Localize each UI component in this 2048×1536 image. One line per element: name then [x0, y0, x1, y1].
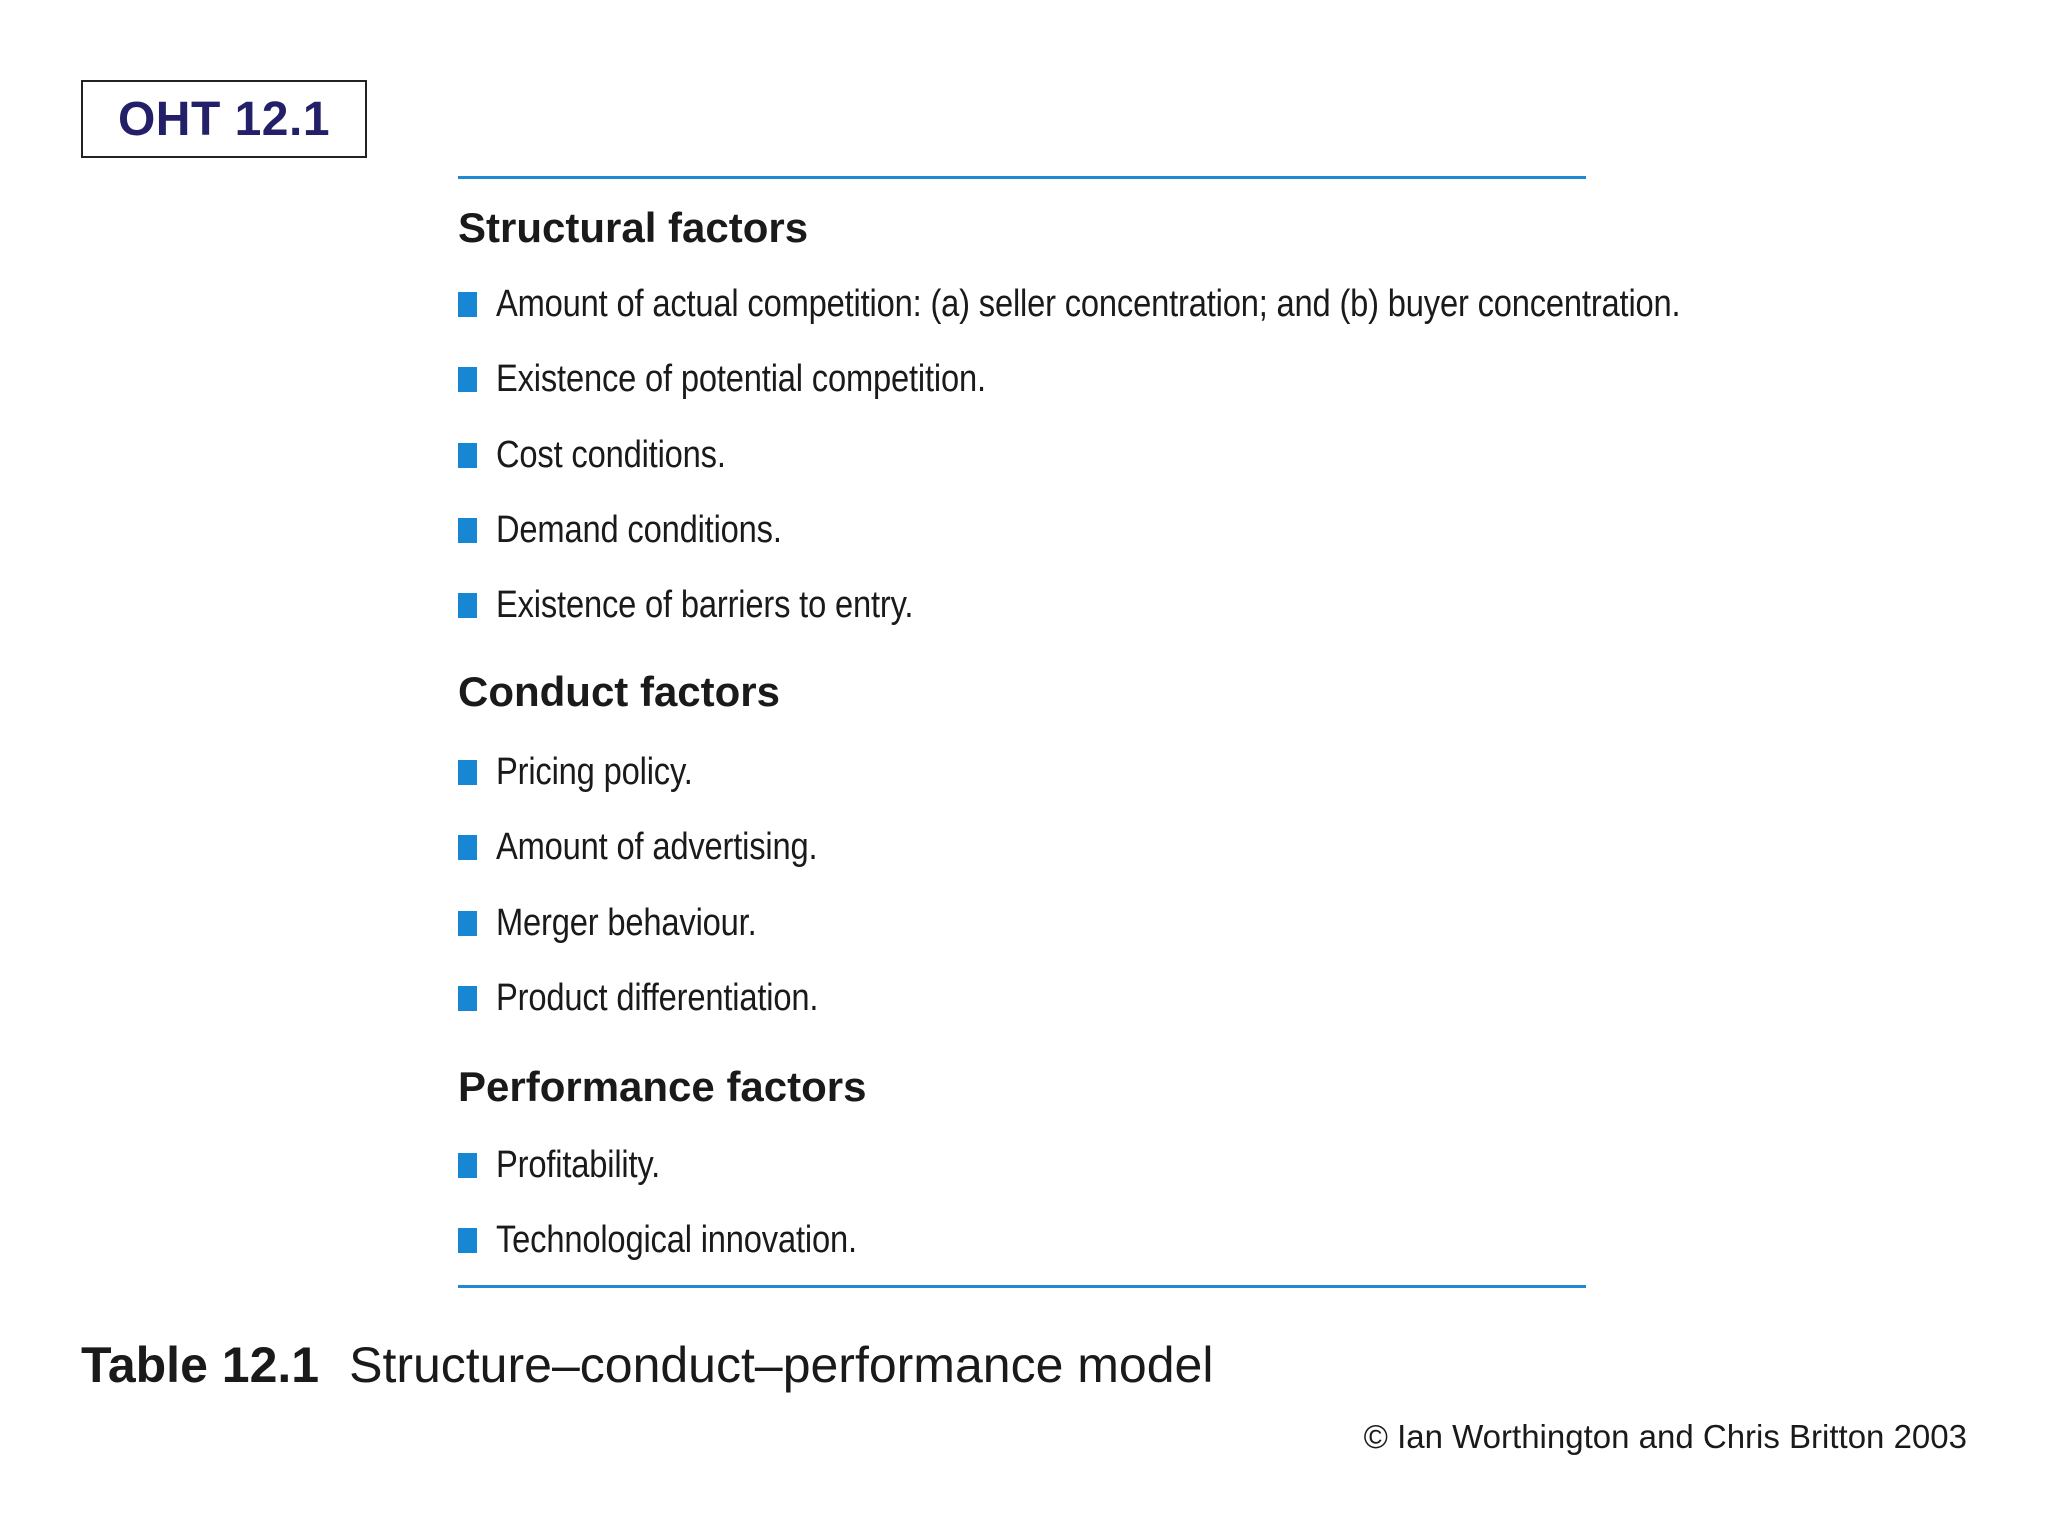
list-item [458, 1203, 916, 1278]
structural-factors-list [458, 267, 1873, 643]
section-heading-structural: Structural factors [458, 204, 809, 251]
list-item-text: Amount of advertising. [496, 826, 818, 869]
bullet-square-icon [458, 292, 477, 317]
oht-badge [81, 80, 367, 158]
list-item [458, 342, 1873, 417]
section-heading-performance: Performance factors [458, 1063, 867, 1110]
list-item-text: Product differentiation. [496, 977, 819, 1020]
conduct-factors-list [458, 735, 871, 1036]
list-item-text: Merger behaviour. [496, 901, 757, 944]
list-item-text: Amount of actual competition: (a) seller concentration; and (b) buyer concentration. [496, 283, 1681, 326]
list-item-text: Cost conditions. [496, 433, 726, 476]
caption-number: Table 12.1 [81, 1337, 320, 1393]
bullet-square-icon [458, 835, 477, 860]
table-top-rule [458, 176, 1586, 179]
section-heading-conduct: Conduct factors [458, 668, 781, 715]
list-item [458, 267, 1873, 342]
performance-factors-list [458, 1128, 916, 1279]
bullet-square-icon [458, 593, 477, 618]
oht-label: OHT 12.1 [117, 92, 331, 146]
bullet-square-icon [458, 443, 477, 468]
list-item [458, 735, 871, 810]
bullet-square-icon [458, 1228, 477, 1253]
list-item-text: Existence of barriers to entry. [496, 584, 914, 627]
bullet-square-icon [458, 518, 477, 543]
bullet-square-icon [458, 760, 477, 785]
list-item [458, 886, 871, 961]
caption-title: Structure–conduct–performance model [349, 1337, 1214, 1393]
list-item-text: Existence of potential competition. [496, 358, 986, 401]
table-bottom-rule [458, 1285, 1586, 1288]
bullet-square-icon [458, 911, 477, 936]
table-caption [81, 1336, 1213, 1394]
factors-table [458, 174, 1681, 1290]
list-item [458, 810, 871, 885]
bullet-square-icon [458, 1153, 477, 1178]
copyright-notice: © Ian Worthington and Chris Britton 2003 [1363, 1418, 1967, 1455]
list-item-text: Pricing policy. [496, 751, 693, 794]
list-item-text: Technological innovation. [496, 1219, 857, 1262]
list-item [458, 568, 1873, 643]
list-item [458, 493, 1873, 568]
list-item [458, 1128, 916, 1203]
list-item-text: Profitability. [496, 1144, 661, 1187]
bullet-square-icon [458, 986, 477, 1011]
list-item [458, 961, 871, 1036]
list-item-text: Demand conditions. [496, 509, 782, 552]
list-item [458, 418, 1873, 493]
bullet-square-icon [458, 367, 477, 392]
